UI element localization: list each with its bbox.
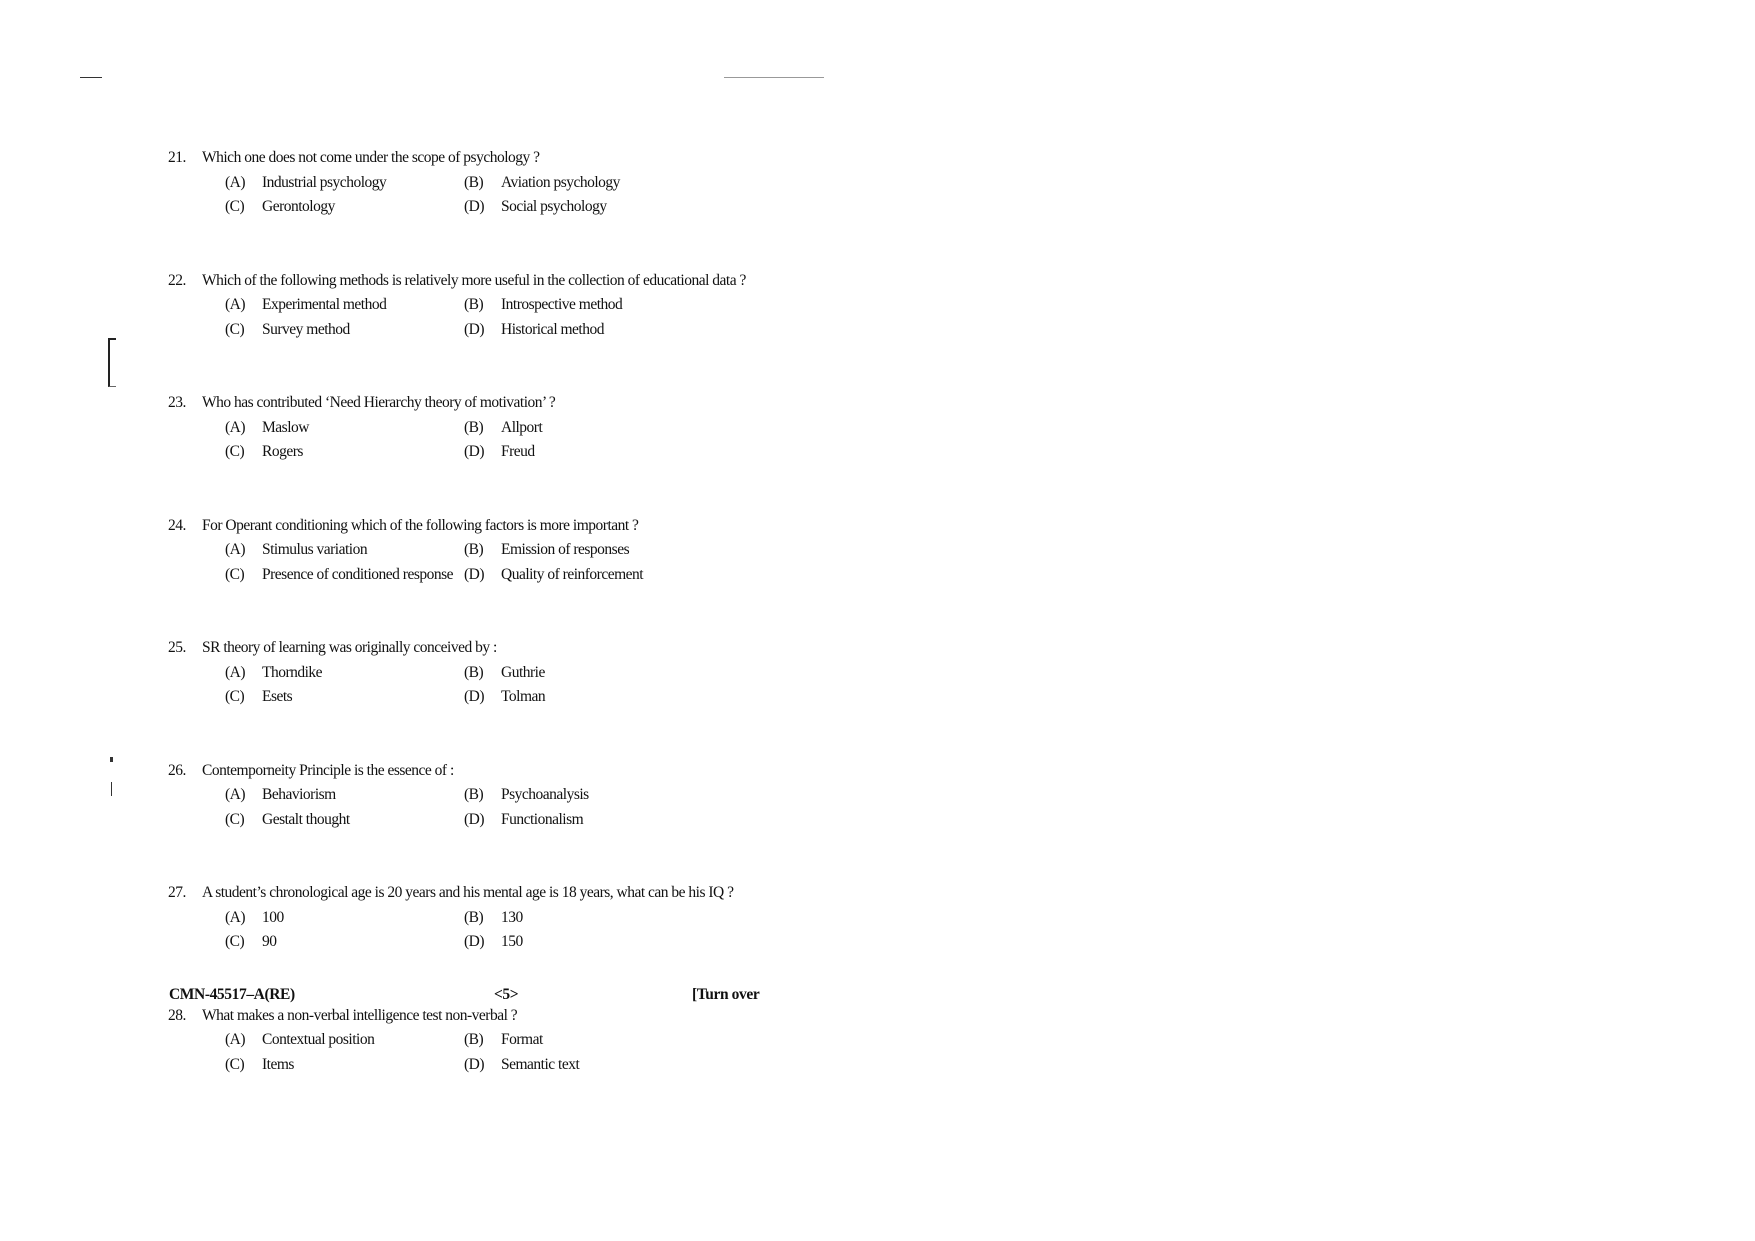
question-number: 23. (168, 394, 186, 411)
question-number: 25. (168, 639, 186, 656)
option-a: (A) Industrial psychology (225, 173, 387, 191)
option-a: (A) Behaviorism (225, 786, 336, 803)
option-c: (C) Gerontology (225, 198, 335, 215)
scan-bracket (108, 338, 116, 387)
option-a: (A) Thorndike (225, 663, 323, 681)
question-23 (168, 391, 768, 465)
option-d: (D) Freud (464, 443, 535, 460)
question-number: 21. (168, 149, 186, 166)
option-b: (B) Psychoanalysis (464, 786, 589, 803)
question-24 (168, 514, 768, 588)
paper-code: CMN-45517–A(RE) (169, 986, 295, 1003)
question-number: 26. (168, 761, 186, 779)
question-text: What makes a non-verbal intelligence test non-verbal ? (202, 1006, 518, 1024)
option-c: (C) 90 (225, 933, 277, 950)
question-text: Which of the following methods is relatively more useful in the collection of educational data ? (202, 271, 746, 289)
option-a: (A) Maslow (225, 418, 309, 436)
question-list (168, 146, 768, 1077)
option-d: (D) 150 (464, 933, 523, 950)
question-text: Who has contributed ‘Need Hierarchy theory of motivation’ ? (202, 394, 556, 411)
question-25 (168, 636, 768, 710)
option-d: (D) Functionalism (464, 810, 584, 828)
option-a: (A) Experimental method (225, 296, 387, 313)
option-d: (D) Social psychology (464, 198, 607, 215)
scan-mark (110, 757, 113, 762)
option-b: (B) Guthrie (464, 663, 545, 681)
option-c: (C) Rogers (225, 443, 303, 460)
option-b: (B) Emission of responses (464, 541, 630, 558)
question-26 (168, 759, 768, 833)
option-a: (A) Stimulus variation (225, 541, 368, 558)
option-c: (C) Gestalt thought (225, 810, 350, 828)
question-21 (168, 146, 768, 220)
scan-mark (724, 77, 824, 78)
option-d: (D) Quality of reinforcement (464, 565, 644, 583)
option-b: (B) Format (464, 1031, 543, 1048)
option-d: (D) Tolman (464, 688, 546, 705)
option-c: (C) Items (225, 1055, 294, 1073)
option-c: (C) Presence of conditioned response (225, 565, 454, 583)
option-b: (B) Aviation psychology (464, 173, 620, 191)
question-28 (168, 1004, 768, 1078)
scan-mark (80, 77, 102, 78)
question-27 (168, 881, 768, 955)
question-number: 24. (168, 516, 186, 534)
question-number: 28. (168, 1006, 186, 1024)
option-d: (D) Semantic text (464, 1055, 580, 1073)
option-b: (B) Allport (464, 418, 543, 436)
question-text: Contemporneity Principle is the essence of : (202, 761, 454, 779)
option-d: (D) Historical method (464, 320, 604, 338)
option-c: (C) Esets (225, 688, 293, 705)
option-b: (B) 130 (464, 908, 523, 926)
option-c: (C) Survey method (225, 320, 350, 338)
question-text: For Operant conditioning which of the following factors is more important ? (202, 516, 639, 534)
option-b: (B) Introspective method (464, 296, 623, 313)
question-number: 27. (168, 884, 186, 901)
turn-over-label: [Turn over (692, 986, 760, 1003)
question-number: 22. (168, 271, 186, 289)
page-number: <5> (494, 986, 519, 1003)
option-a: (A) Contextual position (225, 1031, 375, 1048)
option-a: (A) 100 (225, 908, 284, 926)
question-text: SR theory of learning was originally conceived by : (202, 639, 497, 656)
question-text: A student’s chronological age is 20 years and his mental age is 18 years, what can be his IQ ? (202, 884, 734, 901)
scan-mark (111, 782, 112, 796)
question-22 (168, 269, 768, 343)
question-text: Which one does not come under the scope of psychology ? (202, 149, 540, 166)
